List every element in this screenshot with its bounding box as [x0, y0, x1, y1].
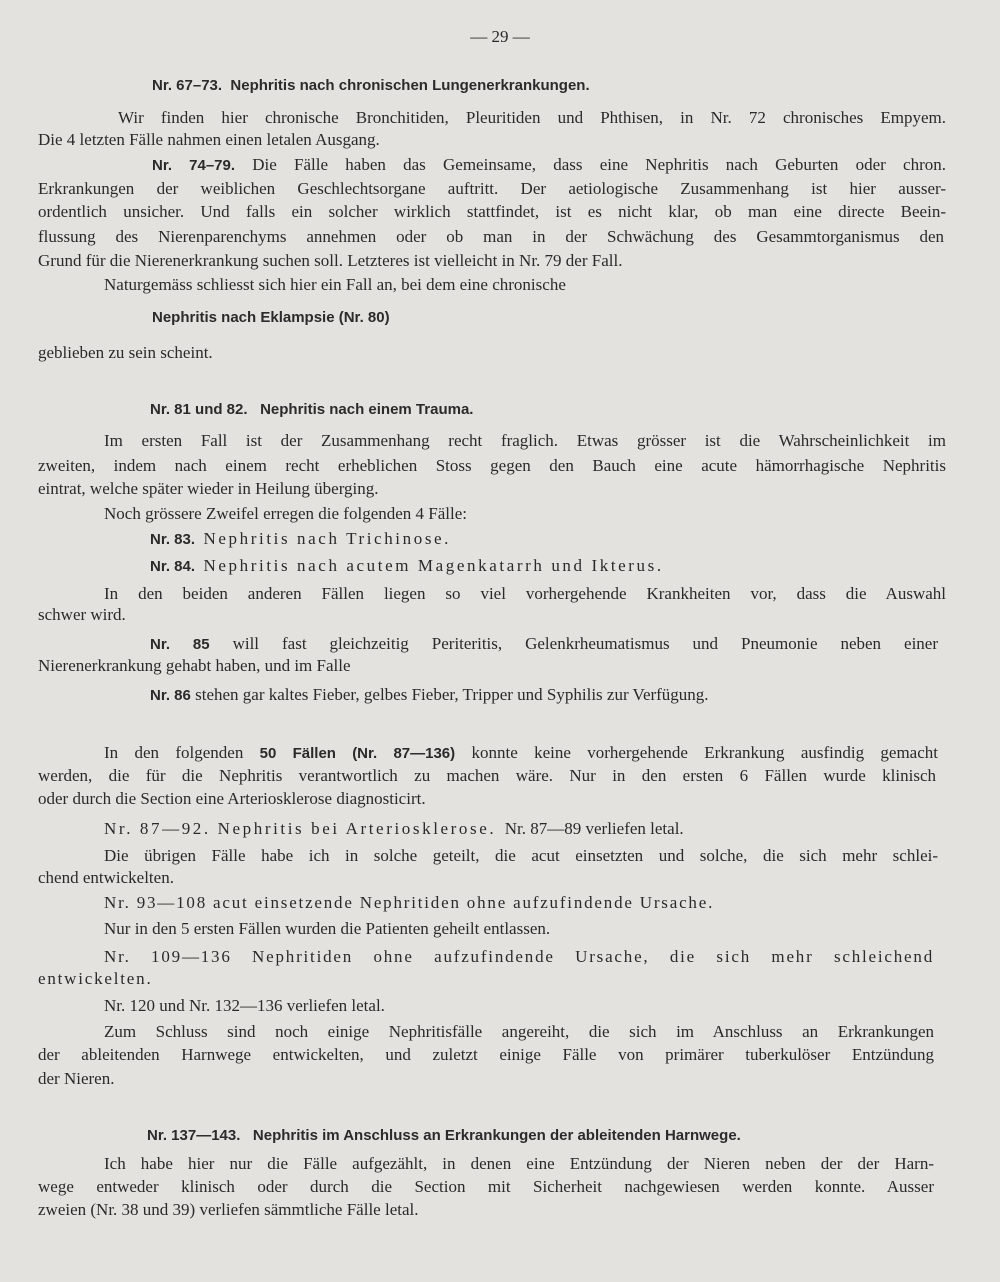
paragraph-line: Im ersten Fall ist der Zusammenhang recht fraglich. Etwas grösser ist die Wahrscheinlichkeit im	[104, 431, 946, 450]
case-83-line	[150, 528, 451, 551]
paragraph-line: Die übrigen Fälle habe ich in solche geteilt, die acut einsetzten und solche, die sich mehr schlei-	[104, 846, 938, 865]
paragraph-line: geblieben zu sein scheint.	[38, 343, 213, 362]
spaced-line: Nr. 109—136 Nephritiden ohne aufzufindende Ursache, die sich mehr schleichend	[104, 947, 934, 966]
arteriosklerose-line	[104, 818, 684, 840]
case-number: Nr. 85	[150, 636, 210, 653]
case-86-line	[150, 684, 709, 707]
heading-title: Nephritis im Anschluss an Erkrankungen der ableitenden Harnwege.	[252, 1127, 741, 1144]
paragraph-line: ordentlich unsicher. Und falls ein solcher wirklich stattfindet, ist es nicht klar, ob man eine directe Beein-	[38, 202, 946, 221]
spaced-line: entwickelten.	[38, 969, 153, 988]
heading-number: Nr. 67–73.	[152, 77, 223, 94]
heading-number: Nr. 81 und 82.	[150, 401, 248, 418]
paragraph-line: Nierenerkrankung gehabt haben, und im Falle	[38, 656, 351, 675]
case-title: Nephritis nach Trichinose.	[203, 529, 452, 548]
case-text: stehen gar kaltes Fieber, gelbes Fieber, Tripper und Syphilis zur Verfügung.	[195, 685, 709, 704]
inline-heading-eklampsie: Nephritis nach Eklampsie (Nr. 80)	[152, 309, 390, 326]
paragraph-line: oder durch die Section eine Arteriosklerose diagnosticirt.	[38, 789, 426, 808]
paragraph-line: werden, die für die Nephritis verantwortlich zu machen wäre. Nur in den ersten 6 Fällen wurde klinisch	[38, 766, 936, 785]
section-87-136-line-1	[104, 742, 938, 765]
case-number: Nr. 86	[150, 687, 191, 704]
paragraph-line: der Nieren.	[38, 1069, 115, 1088]
heading-title: Nephritis nach einem Trauma.	[260, 401, 474, 418]
paragraph-text: Die Fälle haben das Gemeinsame, dass eine Nephritis nach Geburten oder chron.	[252, 155, 946, 174]
paragraph-line: schwer wird.	[38, 605, 126, 624]
paragraph-text: Nr. 87—89 verliefen letal.	[504, 819, 684, 838]
paragraph-line: zweiten, indem nach einem recht erheblichen Stoss gegen den Bauch eine acute hämorrhagische Nephritis	[38, 456, 946, 475]
case-84-line	[150, 555, 664, 578]
paragraph-line: Ich habe hier nur die Fälle aufgezählt, in denen eine Entzündung der Nieren neben der der Harn-	[104, 1154, 934, 1173]
section-74-79-line-1	[152, 154, 946, 177]
case-number: Nr. 74–79.	[152, 157, 236, 174]
paragraph-line: der ableitenden Harnwege entwickelten, und zuletzt einige Fälle von primärer tuberkulöser Entzündung	[38, 1045, 934, 1064]
spaced-heading: Nr. 87—92. Nephritis bei Arteriosklerose.	[104, 819, 497, 838]
paragraph-line: Zum Schluss sind noch einige Nephritisfälle angereiht, die sich im Anschluss an Erkrankungen	[104, 1022, 934, 1041]
paragraph-line: zweien (Nr. 38 und 39) verliefen sämmtliche Fälle letal.	[38, 1200, 419, 1219]
inline-bold: 50 Fällen (Nr. 87—136)	[259, 745, 456, 762]
case-85-line	[150, 633, 938, 656]
paragraph-line: Wir finden hier chronische Bronchitiden, Pleuritiden und Phthisen, in Nr. 72 chronisches Empyem.	[118, 108, 946, 127]
paragraph-line: In den beiden anderen Fällen liegen so viel vorhergehende Krankheiten vor, dass die Auswahl	[104, 584, 946, 603]
page-number: — 29 —	[470, 27, 530, 46]
section-heading-137-143	[147, 1125, 741, 1147]
paragraph-line: chend entwickelten.	[38, 868, 174, 887]
paragraph-line: Grund für die Nierenerkrankung suchen soll. Letzteres ist vielleicht in Nr. 79 der Fall.	[38, 251, 623, 270]
paragraph-line: Nur in den 5 ersten Fällen wurden die Patienten geheilt entlassen.	[104, 919, 551, 938]
paragraph-line: Naturgemäss schliesst sich hier ein Fall an, bei dem eine chronische	[104, 275, 566, 294]
paragraph-line: Nr. 120 und Nr. 132—136 verliefen letal.	[104, 996, 385, 1015]
spaced-line: Nr. 93—108 acut einsetzende Nephritiden ohne aufzufindende Ursache.	[104, 893, 715, 912]
heading-title: Nephritis nach chronischen Lungenerkrankungen.	[230, 77, 590, 94]
section-heading-67-73	[152, 75, 590, 97]
paragraph-line: flussung des Nierenparenchyms annehmen oder ob man in der Schwächung des Gesammtorganismus den	[38, 227, 944, 246]
heading-number: Nr. 137—143.	[147, 1127, 241, 1144]
paragraph-text: konnte keine vorhergehende Erkrankung ausfindig gemacht	[471, 743, 939, 762]
paragraph-line: Noch grössere Zweifel erregen die folgenden 4 Fälle:	[104, 504, 467, 523]
case-title: Nephritis nach acutem Magenkatarrh und Ikterus.	[203, 556, 664, 575]
paragraph-line: Erkrankungen der weiblichen Geschlechtsorgane auftritt. Der aetiologische Zusammenhang ist hier ausser-	[38, 179, 946, 198]
case-text: will fast gleichzeitig Periteritis, Gelenkrheumatismus und Pneumonie neben einer	[232, 634, 939, 653]
section-heading-81-82	[150, 399, 473, 421]
case-number: Nr. 83.	[150, 531, 196, 548]
paragraph-text: In den folgenden	[104, 743, 244, 762]
case-number: Nr. 84.	[150, 558, 196, 575]
paragraph-line: eintrat, welche später wieder in Heilung überging.	[38, 479, 379, 498]
paragraph-line: wege entweder klinisch oder durch die Section mit Sicherheit nachgewiesen werden konnte. Ausser	[38, 1177, 934, 1196]
paragraph-line: Die 4 letzten Fälle nahmen einen letalen Ausgang.	[38, 130, 380, 149]
